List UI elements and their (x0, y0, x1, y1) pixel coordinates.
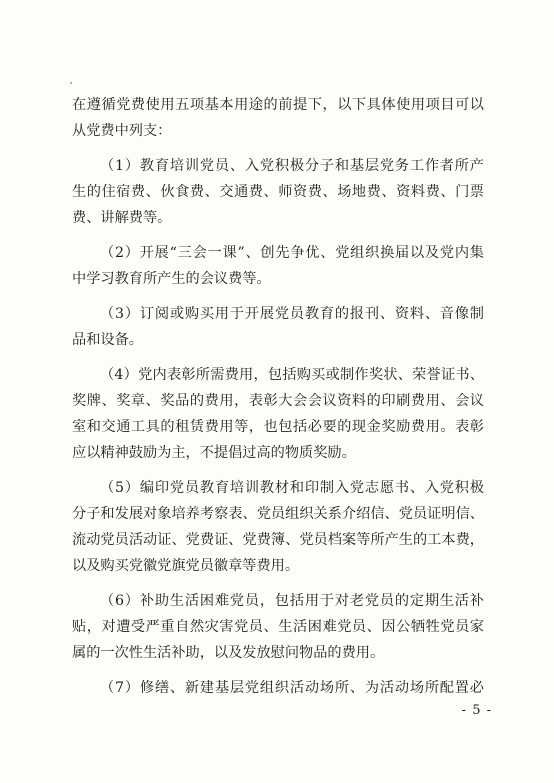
paragraph-item-1 (72, 153, 484, 231)
paragraph-item-6 (72, 588, 484, 666)
text-line: 应以精神鼓励为主，不提倡过高的物质奖励。 (72, 445, 356, 461)
paragraph-item-3 (72, 301, 484, 353)
text-line: 在遵循党费使用五项基本用途的前提下，以下具体使用项目可以 (72, 97, 484, 113)
text-line: 费、讲解费等。 (72, 210, 172, 226)
text-line: （2）开展“三会一课”、创先争优、党组织换届以及党内集 (100, 245, 484, 261)
text-line: 中学习教育所产生的会议费等。 (72, 271, 271, 287)
text-line: （4）党内表彰所需费用，包括购买或制作奖状、荣誉证书、 (100, 367, 484, 383)
text-line: 品和设备。 (72, 332, 143, 348)
text-line: （1）教育培训党员、入党积极分子和基层党务工作者所产 (100, 158, 484, 174)
paragraph (72, 92, 484, 144)
text-line: 以及购买党徽党旗党员徽章等费用。 (72, 558, 300, 574)
text-line: （3）订阅或购买用于开展党员教育的报刊、资料、音像制 (100, 306, 484, 322)
text-line: （7）修缮、新建基层党组织活动场所、为活动场所配置必 (100, 680, 484, 696)
text-line: 流动党员活动证、党费证、党费簿、党员档案等所产生的工本费， (72, 532, 484, 548)
scan-speck (70, 82, 72, 84)
text-line: 室和交通工具的租赁费用等，也包括必要的现金奖励费用。表彰 (72, 419, 484, 435)
text-line: 生的住宿费、伙食费、交通费、师资费、场地费、资料费、门票 (72, 184, 484, 200)
text-line: （6）补助生活困难党员，包括用于对老党员的定期生活补 (100, 593, 484, 609)
page-number: - 5 - (461, 703, 492, 718)
paragraph-item-5 (72, 475, 484, 579)
body-text (72, 92, 484, 701)
text-line: 从党费中列支： (72, 123, 172, 139)
paragraph-item-2 (72, 240, 484, 292)
text-line: 贴，对遭受严重自然灾害党员、生活困难党员、因公牺牲党员家 (72, 619, 484, 635)
text-line: 分子和发展对象培养考察表、党员组织关系介绍信、党员证明信、 (72, 506, 484, 522)
paragraph-item-7 (72, 675, 484, 701)
text-line: 奖牌、奖章、奖品的费用，表彰大会会议资料的印刷费用、会议 (72, 393, 484, 409)
paragraph-item-4 (72, 362, 484, 466)
text-line: （5）编印党员教育培训教材和印制入党志愿书、入党积极 (100, 480, 484, 496)
text-line: 属的一次性生活补助，以及发放慰问物品的费用。 (72, 645, 385, 661)
